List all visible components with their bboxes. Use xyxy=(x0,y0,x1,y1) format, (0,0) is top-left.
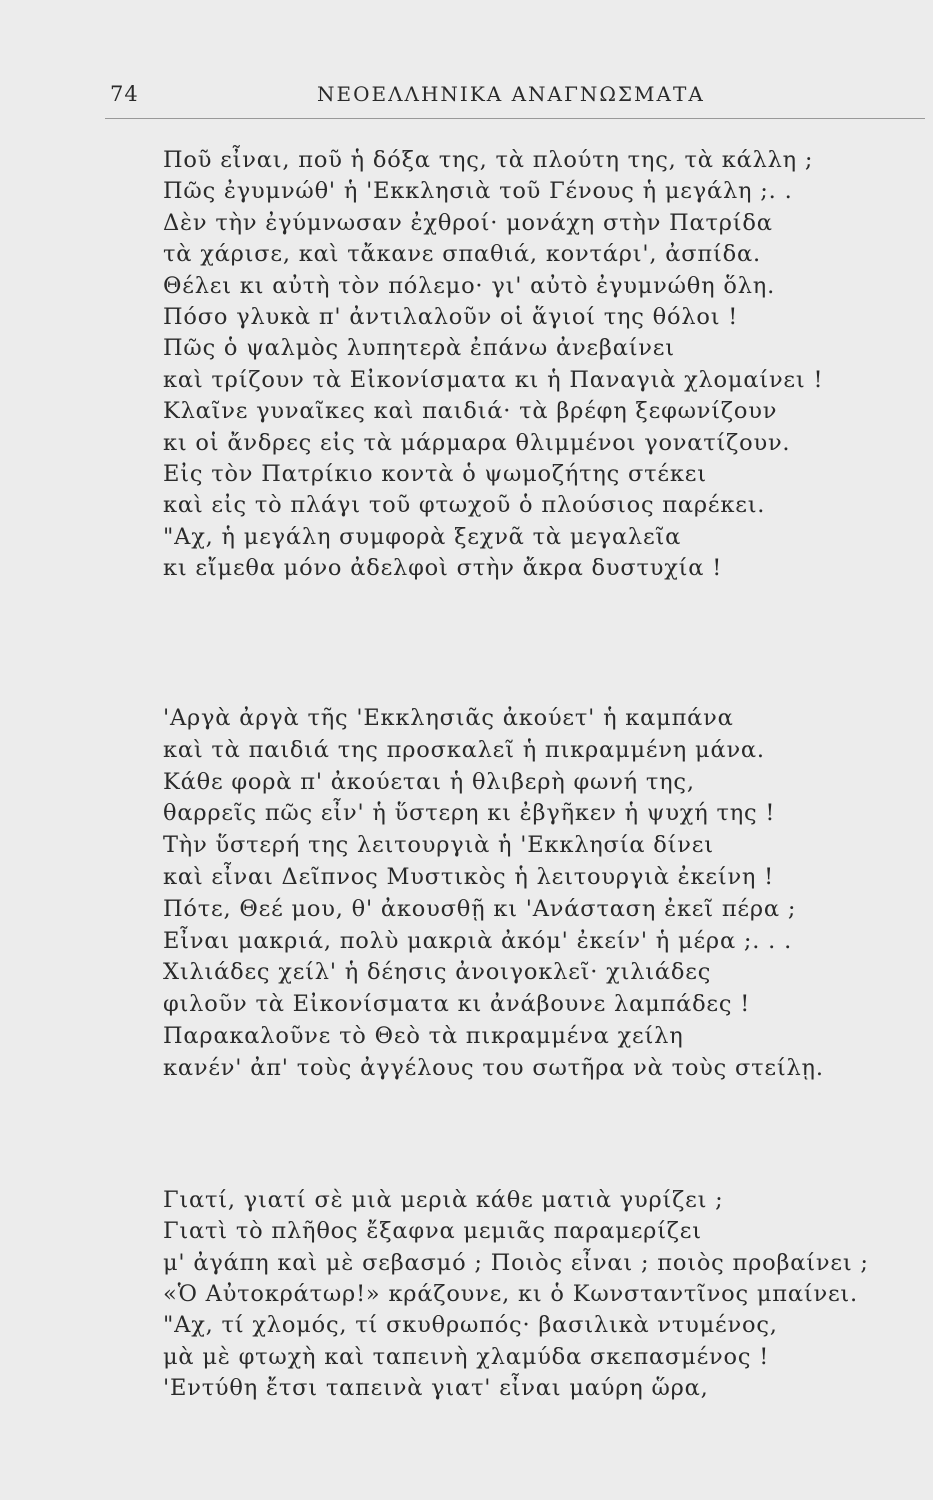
poem-line: 'Εντύθη ἔτσι ταπεινὰ γιατ' εἶναι μαύρη ὥρα, xyxy=(163,1375,709,1401)
poem-line: Δὲν τὴν ἐγύμνωσαν ἐχθροί· μονάχη στὴν Πατρίδα xyxy=(163,210,773,236)
poem-line: Τὴν ὕστερή της λειτουργιὰ ἡ 'Εκκλησία δίνει xyxy=(163,832,714,858)
poem-line: «Ὁ Αὐτοκράτωρ!» κράζουνε, κι ὁ Κωνσταντῖνος μπαίνει. xyxy=(163,1281,859,1307)
poem-line: Ποῦ εἶναι, ποῦ ἡ δόξα της, τὰ πλούτη της, τὰ κάλλη ; xyxy=(163,147,814,173)
poem-line: Κάθε φορὰ π' ἀκούεται ἡ θλιβερὴ φωνή της, xyxy=(163,769,695,795)
poem-line: καὶ εἰς τὸ πλάγι τοῦ φτωχοῦ ὁ πλούσιος παρέκει. xyxy=(163,492,766,518)
poem-line: κι εἴμεθα μόνο ἀδελφοὶ στὴν ἄκρα δυστυχία ! xyxy=(163,555,723,581)
poem-line: κι οἱ ἄνδρες εἰς τὰ μάρμαρα θλιμμένοι γονατίζουν. xyxy=(163,430,791,456)
poem-line: τὰ χάρισε, καὶ τἄκανε σπαθιά, κοντάρι', ἀσπίδα. xyxy=(163,241,761,267)
poem-line: θαρρεῖς πῶς εἶν' ἡ ὕστερη κι ἐβγῆκεν ἡ ψυχή της ! xyxy=(163,800,776,826)
poem-line: Γιατί, γιατί σὲ μιὰ μεριὰ κάθε ματιὰ γυρίζει ; xyxy=(163,1187,724,1213)
header-rule xyxy=(105,118,925,119)
poem-line: "Αχ, ἡ μεγάλη συμφορὰ ξεχνᾶ τὰ μεγαλεῖα xyxy=(163,524,682,550)
poem-line: Εἶναι μακριά, πολὺ μακριὰ ἀκόμ' ἐκείν' ἡ μέρα ;. . . xyxy=(163,928,793,954)
poem-line: Θέλει κι αὐτὴ τὸν πόλεμο· γι' αὐτὸ ἐγυμνώθη ὅλη. xyxy=(163,273,776,299)
poem-line: καὶ εἶναι Δεῖπνος Μυστικὸς ἡ λειτουργιὰ ἐκείνη ! xyxy=(163,864,775,890)
poem-line: μὰ μὲ φτωχὴ καὶ ταπεινὴ χλαμύδα σκεπασμένος ! xyxy=(163,1344,770,1370)
page-header xyxy=(105,82,890,112)
poem-line: καὶ τρίζουν τὰ Εἰκονίσματα κι ἡ Παναγιὰ χλομαίνει ! xyxy=(163,367,824,393)
poem-line: Κλαῖνε γυναῖκες καὶ παιδιά· τὰ βρέφη ξεφωνίζουν xyxy=(163,398,778,424)
running-title: ΝΕΟΕΛΛΗΝΙΚΑ ΑΝΑΓΝΩΣΜΑΤΑ xyxy=(317,82,705,106)
poem-line: μ' ἀγάπη καὶ μὲ σεβασμό ; Ποιὸς εἶναι ; ποιὸς προβαίνει ; xyxy=(163,1250,869,1276)
poem-line: Πῶς ὁ ψαλμὸς λυπητερὰ ἐπάνω ἀνεβαίνει xyxy=(163,335,675,361)
page-number: 74 xyxy=(110,82,139,106)
poem-line: 'Αργὰ ἀργὰ τῆς 'Εκκλησιᾶς ἀκούετ' ἡ καμπάνα xyxy=(163,705,734,731)
poem-line: Παρακαλοῦνε τὸ Θεὸ τὰ πικραμμένα χείλη xyxy=(163,1023,684,1049)
poem-line: Πόσο γλυκὰ π' ἀντιλαλοῦν οἱ ἅγιοί της θόλοι ! xyxy=(163,304,739,330)
poem-line: φιλοῦν τὰ Εἰκονίσματα κι ἀνάβουνε λαμπάδες ! xyxy=(163,991,751,1017)
poem-line: Γιατὶ τὸ πλῆθος ἔξαφνα μεμιᾶς παραμερίζει xyxy=(163,1218,702,1244)
poem-line: "Αχ, τί χλομός, τί σκυθρωπός· βασιλικὰ ντυμένος, xyxy=(163,1312,778,1338)
poem-line: Χιλιάδες χείλ' ἡ δέησις ἀνοιγοκλεῖ· χιλιάδες xyxy=(163,959,712,985)
poem-line: Πῶς ἐγυμνώθ' ἡ 'Εκκλησιὰ τοῦ Γένους ἡ μεγάλη ;. . xyxy=(163,178,793,204)
poem-line: κανέν' ἀπ' τοὺς ἀγγέλους του σωτῆρα νὰ τοὺς στείλῃ. xyxy=(163,1055,824,1081)
poem-line: Πότε, Θεέ μου, θ' ἀκουσθῇ κι 'Ανάσταση ἐκεῖ πέρα ; xyxy=(163,896,797,922)
poem-line: καὶ τὰ παιδιά της προσκαλεῖ ἡ πικραμμένη μάνα. xyxy=(163,737,765,763)
poem-line: Εἰς τὸν Πατρίκιο κοντὰ ὁ ψωμοζήτης στέκει xyxy=(163,461,707,487)
